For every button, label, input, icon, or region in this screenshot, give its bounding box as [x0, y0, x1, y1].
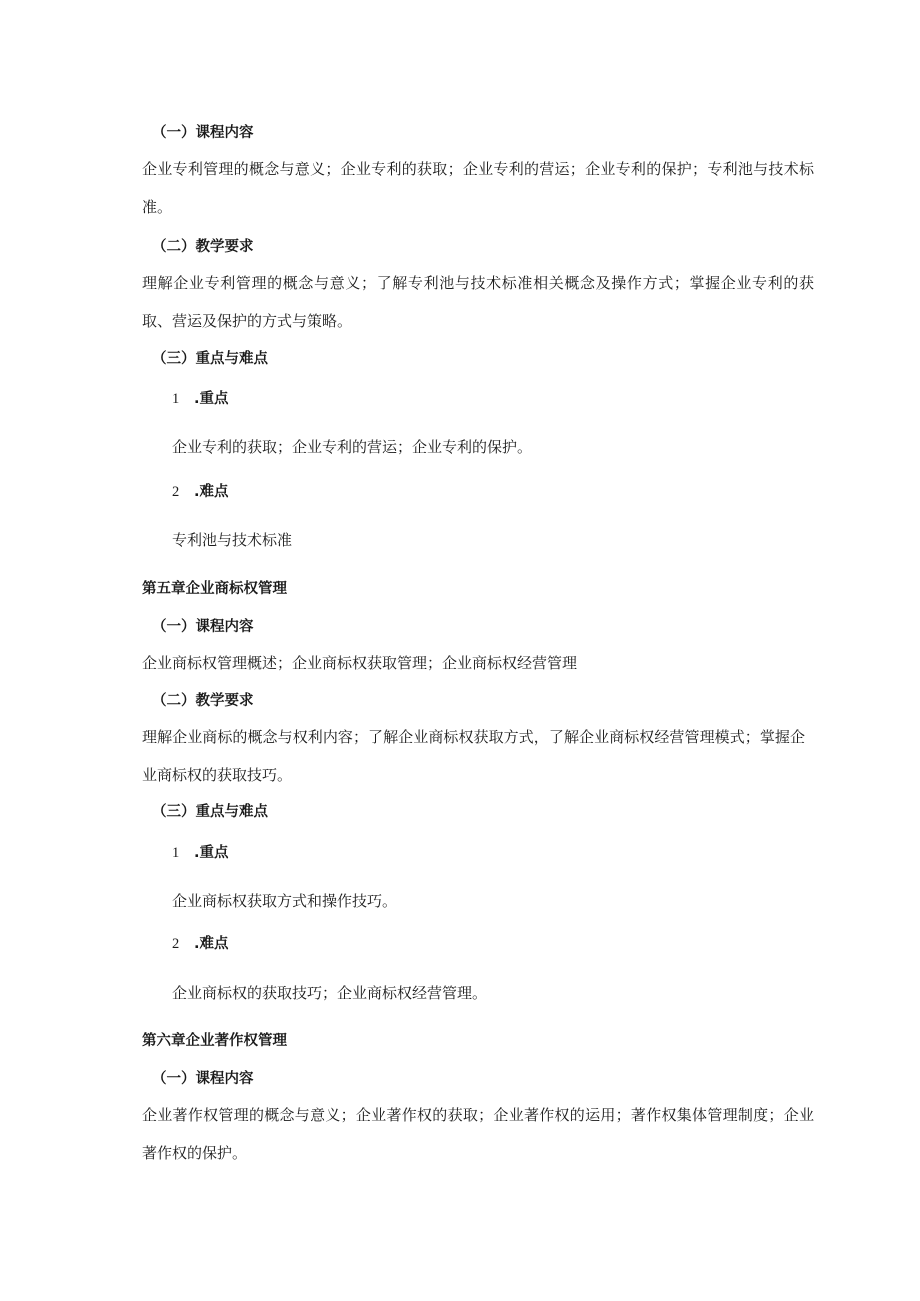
subheading-label: .重点 [194, 845, 229, 861]
heading-course-content: （一）课程内容 [152, 125, 254, 141]
paragraph-difficult-points: 企业商标权的获取技巧；企业商标权经营管理。 [172, 984, 488, 1002]
subheading-label: .重点 [194, 391, 229, 407]
chapter-title: 第六章企业著作权管理 [142, 1033, 287, 1049]
paragraph-course-content: 企业专利管理的概念与意义；企业专利的获取；企业专利的营运；企业专利的保护；专利池与技术标准。 [142, 160, 814, 216]
paragraph-key-points: 企业专利的获取；企业专利的营运；企业专利的保护。 [172, 438, 533, 456]
heading-key-difficult: （三）重点与难点 [152, 804, 268, 820]
heading-key-difficult: （三）重点与难点 [152, 351, 268, 367]
requirements-text: 理解企业商标的概念与权利内容；了解企业商标权获取方式，了解企业商标权经营管理模式；掌握企业商标权的获取技巧。 [142, 728, 805, 784]
subheading-label: .难点 [194, 936, 229, 952]
list-number: 1 [172, 391, 180, 407]
paragraph-course-content: 企业商标权管理概述；企业商标权获取管理；企业商标权经营管理 [142, 654, 578, 672]
heading-teaching-requirements: （二）教学要求 [152, 239, 254, 255]
subheading-key-points [172, 843, 229, 863]
list-number: 1 [172, 845, 180, 861]
paragraph-difficult-points: 专利池与技术标准 [172, 531, 293, 549]
paragraph-teaching-requirements [142, 718, 805, 794]
list-number: 2 [172, 484, 180, 500]
paragraph-key-points: 企业商标权获取方式和操作技巧。 [172, 892, 398, 910]
heading-course-content: （一）课程内容 [152, 1071, 254, 1087]
paragraph-teaching-requirements: 理解企业专利管理的概念与意义；了解专利池与技术标准相关概念及操作方式；掌握企业专利的获取、营运及保护的方式与策略。 [142, 274, 814, 330]
list-number: 2 [172, 936, 180, 952]
chapter-title: 第五章企业商标权管理 [142, 581, 287, 597]
heading-course-content: （一）课程内容 [152, 619, 254, 635]
heading-teaching-requirements: （二）教学要求 [152, 693, 254, 709]
paragraph-course-content: 企业著作权管理的概念与意义；企业著作权的获取；企业著作权的运用；著作权集体管理制度；企业著作权的保护。 [142, 1106, 814, 1162]
subheading-label: .难点 [194, 484, 229, 500]
subheading-difficult-points [172, 934, 229, 954]
subheading-difficult-points [172, 482, 229, 502]
subheading-key-points [172, 389, 229, 409]
